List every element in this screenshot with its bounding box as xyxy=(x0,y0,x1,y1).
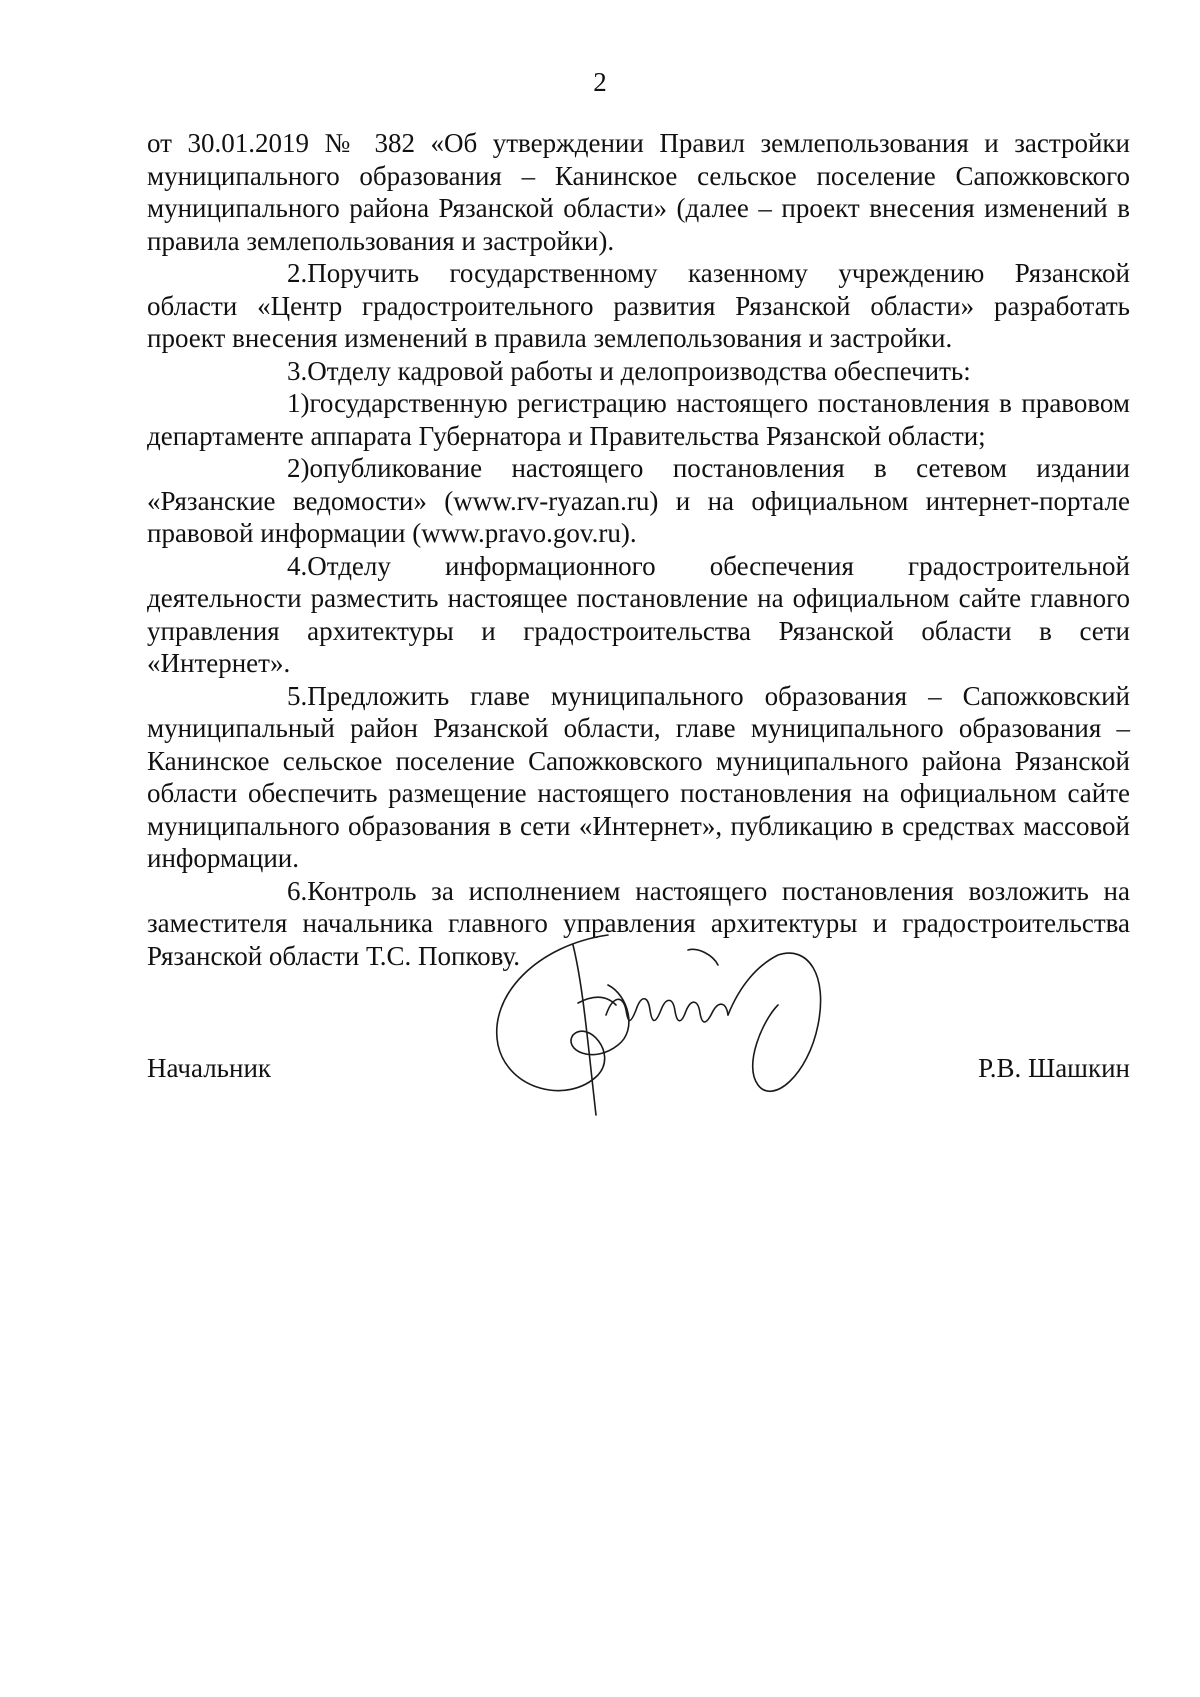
paragraph-text: Предложить главе муниципального образования – Сапожковский муниципальный район Рязанской области, главе муниципального образования – Канинское сельское поселение Сапожковского муниципального района Рязанской области обеспечить размещение настоящего постановления на официальном сайте муниципального образования в сети «Интернет», публикацию в средствах массовой информации. xyxy=(147,680,1130,873)
signatory-name: Р.В. Шашкин xyxy=(978,1053,1130,1083)
paragraph-continuation xyxy=(147,127,1130,257)
paragraph-text: Отделу кадровой работы и делопроизводства обеспечить: xyxy=(307,355,971,386)
paragraph-number: 2) xyxy=(287,453,310,483)
paragraph-number: 4. xyxy=(287,550,308,581)
handwritten-signature xyxy=(478,925,838,1125)
paragraph-item-3 xyxy=(147,355,1130,388)
signatory-title: Начальник xyxy=(147,1053,272,1083)
paragraph-item-4 xyxy=(147,550,1130,680)
paragraph-text: опубликование настоящего постановления в сетевом издании «Рязанские ведомости» (www.rv-ryazan.ru) и на официальном интернет-портале правовой информации (www.pravo.gov.ru). xyxy=(147,453,1130,548)
signature-block xyxy=(147,1052,1130,1092)
paragraph-item-5 xyxy=(147,680,1130,875)
paragraph-subitem-1 xyxy=(147,387,1130,452)
paragraph-text: от 30.01.2019 № 382 «Об утверждении Правил землепользования и застройки муниципального образования – Канинское сельское поселение Сапожковского муниципального района Рязанской области» (далее – проект внесения изменений в правила землепользования и застройки). xyxy=(147,128,1130,256)
paragraph-number: 1) xyxy=(287,388,310,418)
paragraph-text: Отделу информационного обеспечения градостроительной деятельности разместить настоящее постановление на официальном сайте главного управления архитектуры и градостроительства Рязанской области в сети «Интернет». xyxy=(147,550,1130,678)
paragraph-item-2 xyxy=(147,257,1130,355)
paragraph-number: 6. xyxy=(287,875,308,906)
paragraph-subitem-2 xyxy=(147,452,1130,550)
page-number: 2 xyxy=(593,67,607,97)
document-body xyxy=(147,127,1130,972)
paragraph-number: 2. xyxy=(287,258,308,288)
paragraph-text: государственную регистрацию настоящего постановления в правовом департаменте аппарата Губернатора и Правительства Рязанской области; xyxy=(147,388,1130,451)
paragraph-text: Поручить государственному казенному учреждению Рязанской области «Центр градостроительного развития Рязанской области» разработать проект внесения изменений в правила землепользования и застройки. xyxy=(147,258,1130,353)
paragraph-number: 3. xyxy=(287,355,308,386)
paragraph-text: Контроль за исполнением настоящего постановления возложить на заместителя начальника главного управления архитектуры и градостроительства Рязанской области Т.С. Попкову. xyxy=(147,875,1130,971)
paragraph-number: 5. xyxy=(287,680,308,711)
